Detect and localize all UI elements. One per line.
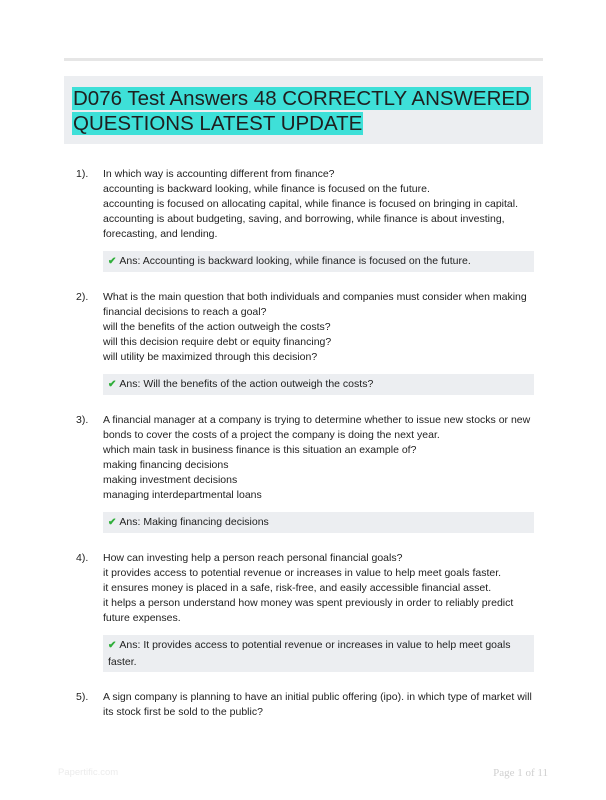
question-number: 1). [76,168,89,180]
question-body [103,690,539,720]
question-item [0,413,606,533]
question-option: making investment decisions [103,474,238,486]
answer-box [103,251,534,272]
answer-box [103,512,534,533]
question-number: 2). [76,291,89,303]
question-option: accounting is about budgeting, saving, and borrowing, while finance is about investing, forecasting, and lending. [103,213,505,240]
question-option: will this decision require debt or equity financing? [103,336,332,348]
question-body [103,290,539,365]
check-icon: ✔ [108,640,117,651]
question-option: accounting is focused on allocating capital, while finance is focused on bringing in capital. [103,198,519,210]
question-list [0,167,606,738]
question-body [103,167,539,242]
check-icon: ✔ [108,379,117,390]
question-item [0,690,606,720]
answer-text: Ans: Accounting is backward looking, while finance is focused on the future. [119,255,471,267]
page-number: Page 1 of 11 [493,767,548,779]
check-icon: ✔ [108,256,117,267]
question-item [0,551,606,672]
question-option: it ensures money is placed in a safe, risk-free, and easily accessible financial asset. [103,582,492,594]
answer-text: Ans: Will the benefits of the action outweigh the costs? [119,378,374,390]
question-text: A sign company is planning to have an initial public offering (ipo). in which type of market will its stock first be sold to the public? [103,691,532,718]
title-banner [64,76,543,144]
question-text: How can investing help a person reach personal financial goals? [103,552,403,564]
question-option: managing interdepartmental loans [103,489,262,501]
footer-watermark: Papertific.com [58,767,119,778]
question-text: In which way is accounting different from finance? [103,168,335,180]
answer-box [103,374,534,395]
question-number: 4). [76,552,89,564]
question-option: will the benefits of the action outweigh the costs? [103,321,331,333]
check-icon: ✔ [108,517,117,528]
question-body [103,413,539,503]
page-title: D076 Test Answers 48 CORRECTLY ANSWERED QUESTIONS LATEST UPDATE [73,87,530,135]
question-body [103,551,539,626]
question-option: it provides access to potential revenue or increases in value to help meet goals faster. [103,567,502,579]
question-item [0,290,606,395]
answer-text: Ans: Making financing decisions [119,516,269,528]
question-text: What is the main question that both individuals and companies must consider when making financial decisions to reach a goal? [103,291,527,318]
question-item [0,167,606,272]
top-divider [64,58,543,61]
question-option: making financing decisions [103,459,229,471]
question-number: 5). [76,691,89,703]
question-option: will utility be maximized through this decision? [103,351,318,363]
question-option: accounting is backward looking, while finance is focused on the future. [103,183,430,195]
answer-box [103,635,534,672]
question-text: A financial manager at a company is trying to determine whether to issue new stocks or new bonds to cover the costs of a project the company is doing the next year. [103,414,531,441]
answer-text: Ans: It provides access to potential revenue or increases in value to help meet goals faster. [108,639,511,668]
question-text: which main task in business finance is this situation an example of? [103,444,417,456]
question-option: it helps a person understand how money was spent previously in order to reliably predict future expenses. [103,597,514,624]
question-number: 3). [76,414,89,426]
